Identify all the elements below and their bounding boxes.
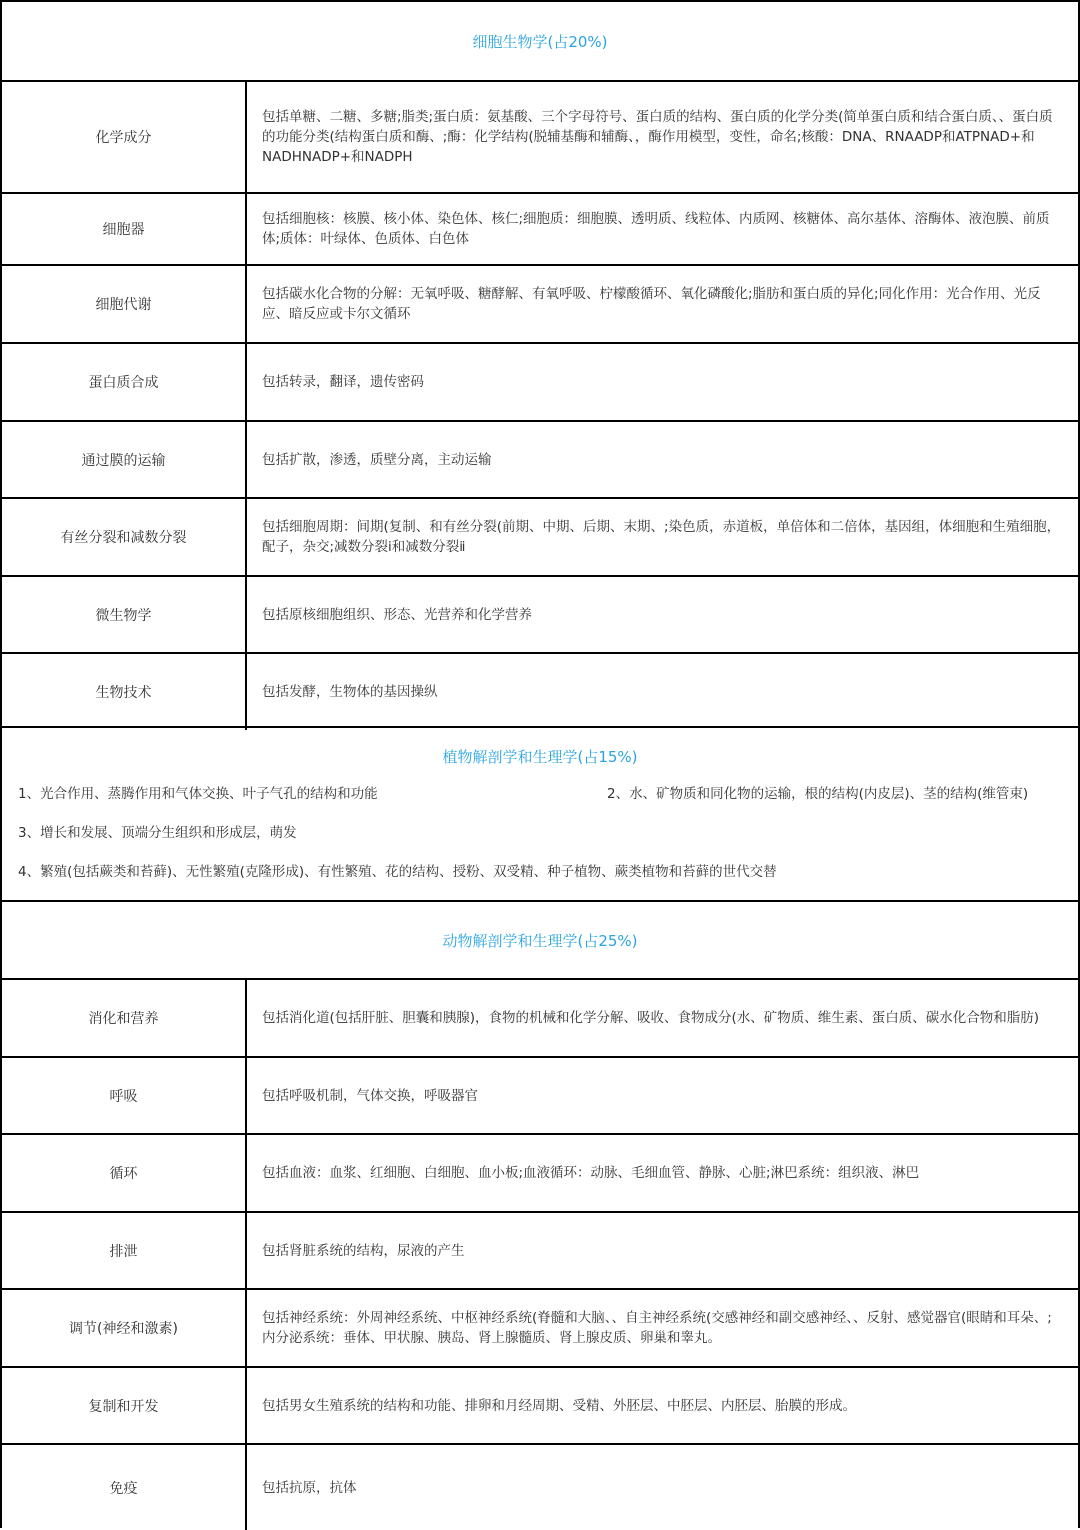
table-row [2, 575, 1078, 652]
list-item [18, 823, 1078, 862]
plant-item-1: 1、光合作用、蒸腾作用和气体交换、叶子气孔的结构和功能 [18, 786, 378, 802]
animal-section [0, 900, 1080, 1528]
table-row [2, 342, 1078, 420]
table-row [2, 1443, 1078, 1530]
table-row [2, 192, 1078, 264]
table-row [2, 652, 1078, 730]
row-label: 细胞代谢 [2, 266, 247, 342]
cell-biology-section [0, 0, 1080, 728]
table-row [2, 1288, 1078, 1366]
plant-title: 植物解剖学和生理学(占15%) [442, 747, 638, 766]
plant-item-4: 4、繁殖(包括蕨类和苔藓)、无性繁殖(克隆形成)、有性繁殖、花的结构、授粉、双受精、种子植物、蕨类植物和苔藓的世代交替 [18, 864, 777, 880]
list-item [18, 862, 1078, 901]
row-label: 复制和开发 [2, 1368, 247, 1443]
row-label: 呼吸 [2, 1058, 247, 1133]
row-content: 包括男女生殖系统的结构和功能、排卵和月经周期、受精、外胚层、中胚层、内胚层、胎膜的形成。 [262, 1397, 856, 1414]
row-content: 包括发酵，生物体的基因操纵 [262, 684, 438, 700]
row-label: 免疫 [2, 1445, 247, 1530]
row-content: 包括消化道(包括肝脏、胆囊和胰腺)，食物的机械和化学分解、吸收、食物成分(水、矿物质、维生素、蛋白质、碳水化合物和脂肪) [262, 1010, 1040, 1026]
row-content: 包括碳水化合物的分解：无氧呼吸、糖酵解、有氧呼吸、柠檬酸循环、氧化磷酸化;脂肪和蛋白质的异化;同化作用：光合作用、光反应、暗反应或卡尔文循环 [262, 286, 1041, 322]
table-row [2, 1056, 1078, 1133]
table-row [2, 497, 1078, 575]
row-content: 包括抗原，抗体 [262, 1479, 357, 1496]
row-content: 包括细胞周期：间期(复制、和有丝分裂(前期、中期、后期、末期、;染色质，赤道板，单倍体和二倍体，基因组，体细胞和生殖细胞，配子，杂交;减数分裂ⅰ和减数分裂ⅱ [262, 519, 1061, 555]
row-content: 包括神经系统：外周神经系统、中枢神经系统(脊髓和大脑、、自主神经系统(交感神经和副交感神经、、反射、感觉器官(眼睛和耳朵、;内分泌系统：垂体、甲状腺、胰岛、肾上腺髓质、肾上腺皮质、卵巢和睾丸。 [262, 1310, 1052, 1346]
plant-item-3: 3、增长和发展、顶端分生组织和形成层，萌发 [18, 825, 297, 841]
row-label: 消化和营养 [2, 980, 247, 1056]
row-content: 包括呼吸机制，气体交换，呼吸器官 [262, 1087, 478, 1104]
row-content: 包括肾脏系统的结构，尿液的产生 [262, 1242, 465, 1259]
table-row [2, 264, 1078, 342]
row-content: 包括原核细胞组织、形态、光营养和化学营养 [262, 606, 532, 623]
row-label: 有丝分裂和减数分裂 [2, 499, 247, 575]
table-row [2, 420, 1078, 497]
table-row [2, 1211, 1078, 1288]
plant-item-2: 2、水、矿物质和同化物的运输，根的结构(内皮层)、茎的结构(维管束) [607, 786, 1029, 802]
list-item [18, 784, 1078, 823]
row-label: 排泄 [2, 1213, 247, 1288]
plant-list [2, 784, 1078, 901]
row-label: 生物技术 [2, 654, 247, 730]
row-label: 循环 [2, 1135, 247, 1211]
table-row [2, 1133, 1078, 1211]
row-label: 通过膜的运输 [2, 422, 247, 497]
cell-biology-title: 细胞生物学(占20%) [472, 32, 608, 51]
plant-section [0, 726, 1080, 902]
row-label: 细胞器 [2, 194, 247, 264]
row-content: 包括血液：血浆、红细胞、白细胞、血小板;血液循环：动脉、毛细血管、静脉、心脏;淋巴系统：组织液、淋巴 [262, 1165, 920, 1181]
row-content: 包括扩散，渗透，质壁分离，主动运输 [262, 451, 492, 468]
table-row [2, 80, 1078, 192]
row-label: 微生物学 [2, 577, 247, 652]
table-row [2, 978, 1078, 1056]
row-content: 包括转录，翻译，遗传密码 [262, 374, 424, 390]
row-label: 化学成分 [2, 82, 247, 192]
table-row [2, 1366, 1078, 1443]
row-content: 包括单糖、二糖、多糖;脂类;蛋白质：氨基酸、三个字母符号、蛋白质的结构、蛋白质的化学分类(简单蛋白质和结合蛋白质、、蛋白质的功能分类(结构蛋白质和酶、;酶：化学结构(脱辅基酶和辅酶、，酶作用模型，变性，命名;核酸：DNA、RNAADP和ATPNAD+和NADHNADP+和NADPH [262, 109, 1053, 165]
row-label: 调节(神经和激素) [2, 1290, 247, 1366]
row-label: 蛋白质合成 [2, 344, 247, 420]
row-content: 包括细胞核：核膜、核小体、染色体、核仁;细胞质：细胞膜、透明质、线粒体、内质网、核糖体、高尔基体、溶酶体、液泡膜、前质体;质体：叶绿体、色质体、白色体 [262, 211, 1050, 247]
animal-title: 动物解剖学和生理学(占25%) [442, 931, 638, 950]
